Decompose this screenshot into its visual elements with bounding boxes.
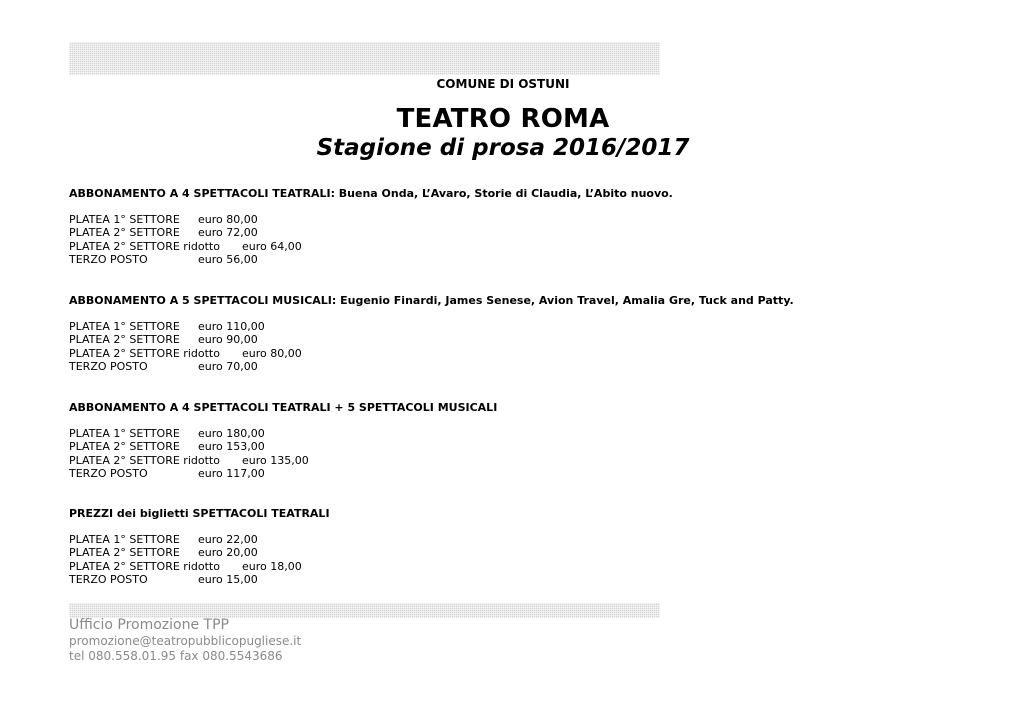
price-row: PLATEA 1° SETTORE euro 180,00: [69, 427, 265, 440]
ticket-prices-section: [69, 507, 969, 586]
price-list: [69, 533, 969, 586]
section-heading: PREZZI dei biglietti SPETTACOLI TEATRALI: [69, 507, 330, 520]
price-row: PLATEA 2° SETTORE ridotto euro 64,00: [69, 239, 302, 253]
price-row: PLATEA 2° SETTORE ridotto euro 18,00: [69, 559, 302, 573]
price-list: [69, 213, 969, 266]
price-row: PLATEA 2° SETTORE euro 72,00: [69, 226, 258, 240]
price-row: PLATEA 2° SETTORE ridotto euro 80,00: [69, 346, 302, 360]
subscription-section-combined: [69, 401, 969, 480]
section-heading: ABBONAMENTO A 4 SPETTACOLI TEATRALI + 5 SPETTACOLI MUSICALI: [69, 401, 498, 414]
price-row: PLATEA 2° SETTORE ridotto euro 135,00: [69, 453, 309, 467]
price-row: TERZO POSTO euro 117,00: [69, 466, 265, 480]
page-title: TEATRO ROMA: [396, 104, 610, 134]
price-row: TERZO POSTO euro 56,00: [69, 252, 258, 266]
email-link[interactable]: promozione@teatropubblicopugliese.it: [69, 634, 302, 648]
section-heading: ABBONAMENTO A 5 SPETTACOLI MUSICALI: Eugenio Finardi, James Senese, Avion Travel, Amalia Gre, Tuck and Patty.: [69, 294, 794, 307]
price-row: PLATEA 2° SETTORE euro 90,00: [69, 333, 258, 347]
section-heading: ABBONAMENTO A 4 SPETTACOLI TEATRALI: Buena Onda, L’Avaro, Storie di Claudia, L’Abito nuovo.: [69, 187, 673, 200]
header-band: [69, 42, 660, 75]
price-row: TERZO POSTO euro 70,00: [69, 359, 258, 373]
season-subtitle: Stagione di prosa 2016/2017: [316, 135, 690, 161]
footer: [69, 617, 301, 664]
price-row: PLATEA 2° SETTORE euro 20,00: [69, 546, 258, 560]
price-row: PLATEA 1° SETTORE euro 110,00: [69, 320, 265, 333]
price-row: PLATEA 1° SETTORE euro 80,00: [69, 213, 258, 226]
phone-fax: tel 080.558.01.95 fax 080.5543686: [69, 649, 283, 663]
price-row: PLATEA 2° SETTORE euro 153,00: [69, 440, 265, 454]
subscription-section-theatre: [69, 187, 969, 266]
price-row: PLATEA 1° SETTORE euro 22,00: [69, 533, 258, 546]
municipality-name: COMUNE DI OSTUNI: [436, 77, 570, 91]
price-row: TERZO POSTO euro 15,00: [69, 572, 258, 586]
price-list: [69, 427, 969, 480]
subscription-section-music: [69, 294, 969, 373]
price-list: [69, 320, 969, 373]
footer-band: [69, 603, 660, 618]
office-name: Ufficio Promozione TPP: [69, 617, 229, 633]
